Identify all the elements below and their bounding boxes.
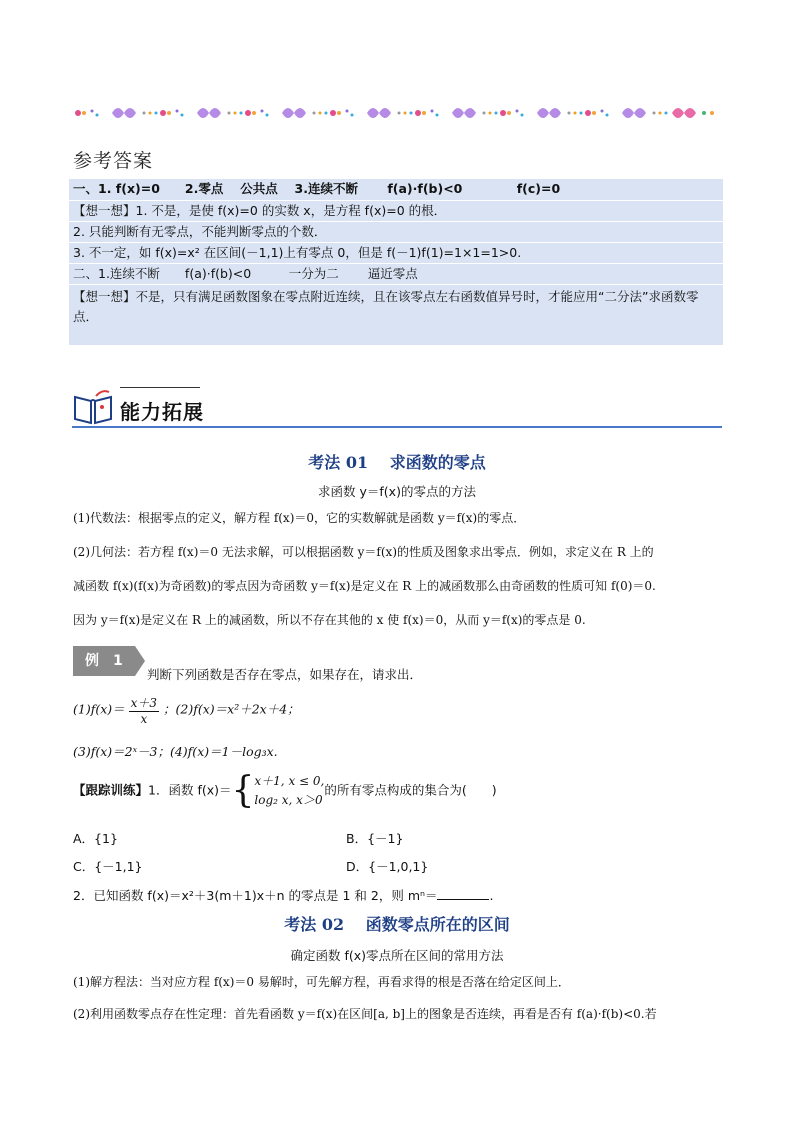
- fraction-numerator: x＋3: [130, 696, 158, 710]
- book-icon: [72, 387, 114, 427]
- answer-row-5: 二、1.连续不断 f(a)·f(b)<0 一分为二 逼近零点: [69, 264, 723, 284]
- kaofa2-p2: (2)利用函数零点存在性定理：首先看函数 y＝f(x)在区间[a, b]上的图象是否连续，再看是否有 f(a)·f(b)<0.若: [73, 1007, 657, 1021]
- option-c: C．{－1,1}: [73, 859, 143, 874]
- answer-row-6: 【想一想】不是，只有满足函数图象在零点附近连续，且在该零点左右函数值异号时，才能应用“二分法”求函数零点．: [69, 285, 723, 345]
- answers-title: 参考答案: [73, 150, 154, 172]
- example-q1-post: ；(2)f(x)＝x²＋2x＋4；: [163, 701, 300, 717]
- kaofa2-title: 考法 02 函数零点所在的区间: [284, 915, 510, 934]
- kaofa2-p1: (1)解方程法：当对应方程 f(x)＝0 易解时，可先解方程，再看求得的根是否落在给定区间上．: [73, 975, 570, 989]
- kaofa1-p2b: 减函数 f(x)(f(x)为奇函数)的零点因为奇函数 y＝f(x)是定义在 R 上的减函数那么由奇函数的性质可知 f(0)＝0.: [73, 579, 656, 593]
- answers-box: [69, 179, 723, 345]
- answer-row-4: 3. 不一定，如 f(x)=x² 在区间(－1,1)上有零点 0，但是 f(－1)f(1)=1×1=1>0.: [69, 243, 723, 263]
- answer-row-3: 2. 只能判断有无零点，不能判断零点的个数．: [69, 222, 723, 242]
- training-q2: 2．已知函数 f(x)＝x²＋3(m＋1)x＋n 的零点是 1 和 2，则 mⁿ＝ .: [73, 888, 494, 903]
- training-q1-post: 的所有零点构成的集合为( ): [324, 782, 497, 798]
- section-topline: [120, 387, 200, 388]
- example-tag: 例 1: [73, 646, 135, 676]
- fraction-denominator: x: [140, 712, 148, 726]
- answer-blank: [437, 887, 489, 900]
- piece-2: log₂ x, x＞0: [254, 793, 323, 807]
- section-title: 能力拓展: [120, 400, 204, 424]
- fraction: [129, 694, 159, 726]
- training-q1: [73, 772, 497, 810]
- training-q2-text: 2．已知函数 f(x)＝x²＋3(m＋1)x＋n 的零点是 1 和 2，则 mⁿ＝: [73, 888, 438, 903]
- kaofa1-title: 考法 01 求函数的零点: [308, 453, 486, 472]
- option-b: B．{－1}: [346, 831, 404, 846]
- answer-row-1: 一、1. f(x)=0 2.零点 公共点 3.连续不断 f(a)·f(b)<0 f(c)=0: [69, 179, 723, 200]
- example-q2: (3)f(x)＝2ˣ－3；(4)f(x)＝1－log₃x.: [73, 744, 278, 759]
- section-divider: [72, 426, 722, 428]
- kaofa1-subtitle: 求函数 y＝f(x)的零点的方法: [318, 484, 476, 499]
- kaofa1-p2a: (2)几何法：若方程 f(x)＝0 无法求解，可以根据函数 y＝f(x)的性质及图象求出零点．例如，求定义在 R 上的: [73, 545, 654, 559]
- option-d: D．{－1,0,1}: [346, 859, 429, 874]
- piecewise: [254, 772, 324, 810]
- kaofa1-p2c: 因为 y＝f(x)是定义在 R 上的减函数，所以不存在其他的 x 使 f(x)＝0，从而 y＝f(x)的零点是 0.: [73, 613, 586, 627]
- example-q1: [73, 694, 300, 726]
- kaofa2-subtitle: 确定函数 f(x)零点所在区间的常用方法: [290, 948, 504, 963]
- training-label: 【跟踪训练】: [73, 782, 149, 798]
- example-q1-pre: (1)f(x)＝: [73, 701, 125, 717]
- answer-row-2: 【想一想】1. 不是，是使 f(x)=0 的实数 x，是方程 f(x)=0 的根．: [69, 201, 723, 221]
- decorative-border: [72, 103, 722, 123]
- brace-icon: {: [231, 770, 255, 811]
- training-q1-pre: 1．函数 f(x)＝: [148, 782, 232, 798]
- piece-1: x＋1, x ≤ 0,: [254, 774, 325, 788]
- option-a: A．{1}: [73, 831, 118, 846]
- example-prompt: 判断下列函数是否存在零点，如果存在，请求出．: [147, 667, 423, 682]
- kaofa1-p1: (1)代数法：根据零点的定义，解方程 f(x)＝0，它的实数解就是函数 y＝f(x)的零点．: [73, 511, 526, 525]
